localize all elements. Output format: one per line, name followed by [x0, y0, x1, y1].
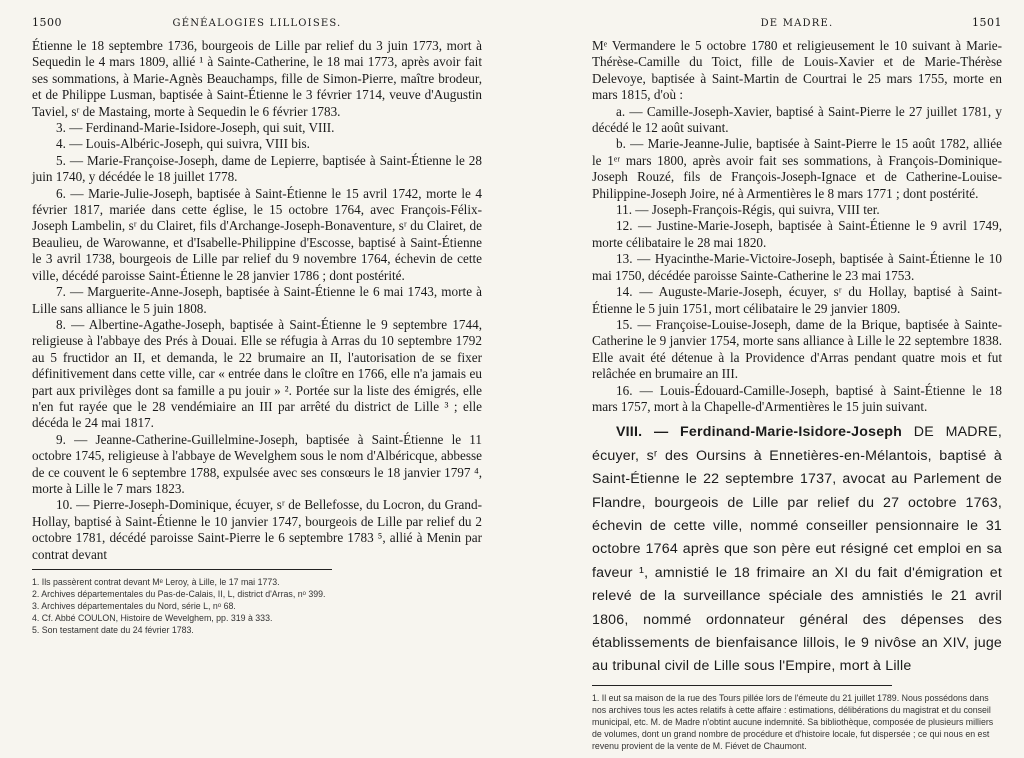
left-paragraph: 3. — Ferdinand-Marie-Isidore-Joseph, qui suit, VIII. [56, 120, 335, 136]
left-body [32, 38, 482, 563]
footnote: 3. Archives départementales du Nord, série L, nᵒ 68. [32, 601, 236, 611]
right-page [500, 0, 1024, 758]
left-paragraph: 8. — Albertine-Agathe-Joseph, baptisée à Saint-Étienne le 9 septembre 1744, religieuse à l'abbaye des Prés à Douai. Elle se réfugia à Arras du 10 septembre 1792 au 5 fructidor an II, et demanda, le 22 brumaire an II, l'autorisation de se fixer définitivement dans cette ville, car « entrée dans le cloître en 1766, elle n'a jamais eu part aux privilèges dont sa famille a pu jouir » ². Portée sur la liste des émigrés, elle n'en fut rayée que le 28 vendémiaire an III par arrêté du district de Lille ³ ; elle décéda le 24 mai 1817. [32, 316, 482, 431]
right-paragraph: 16. — Louis-Édouard-Camille-Joseph, baptisé à Saint-Étienne le 18 mars 1757, mort à la Chapelle-d'Armentières le 15 juin suivant. [592, 382, 1002, 414]
left-paragraph: Étienne le 18 septembre 1736, bourgeois de Lille par relief du 3 juin 1773, mort à Sequedin le 4 mars 1809, allié ¹ à Sainte-Catherine, le 18 mai 1773, après avoir fait ses sommations, à Marie-Agnès Beauchamps, fille de Simon-Pierre, maître brodeur, et de Philippe Lusman, baptisée à Saint-Étienne le 3 février 1714, veuve d'Augustin Taviel, sʳ de Mastaing, morte à Sequedin le 6 février 1783. [32, 38, 482, 119]
left-paragraph: 7. — Marguerite-Anne-Joseph, baptisée à Saint-Étienne le 6 mai 1743, morte à Lille sans alliance le 5 juin 1808. [32, 284, 482, 316]
footnote: 1. Il eut sa maison de la rue des Tours pillée lors de l'émeute du 21 juillet 1789. Nous possédons dans nos archives tous les actes relatifs à cette affaire : estimations, délibérations du magistrat et du conseil municipal, etc. M. de Madre n'obtint aucune indemnité. Sa bibliothèque, composée de plusieurs milliers de volumes, dont un grand nombre de procédure et d'histoire locale, fut dispersée ; ce qui nous en est revenu provient de la vente de M. Fiévet de Chaumont. [592, 692, 994, 751]
right-paragraph: a. — Camille-Joseph-Xavier, baptisé à Saint-Pierre le 27 juillet 1781, y décédé le 12 août suivant. [592, 103, 1002, 136]
right-header [592, 16, 1002, 38]
left-paragraph: 10. — Pierre-Joseph-Dominique, écuyer, sʳ de Bellefosse, du Locron, du Grand-Hollay, baptisé à Saint-Étienne le 10 janvier 1747, bourgeois de Lille par relief du 2 octobre 1781, décédé paroisse Saint-Pierre le 6 septembre 1783 ⁵, allié à Menin par contrat devant [32, 497, 482, 562]
section-viii [592, 421, 1002, 678]
right-running-title: DE MADRE. [760, 18, 834, 29]
section-text: , écuyer, sʳ des Oursins à Ennetières-en-Mélantois, baptisé à Saint-Étienne le 22 septembre 1737, avocat au Parlement de Flandre, bourgeois de Lille par relief du 27 octobre 1763, échevin de cette ville, nommé conseiller pensionnaire le 31 octobre 1764 après que son père eut résigné cet emploi en sa faveur ¹, amnistié le 18 frimaire an XI du fait d'émigration et relevé de la surveillance spéciale des amnistiés le 21 avril 1806, nommé ordonnateur général des dépenses des établissements de bienfaisance lillois, le 9 nivôse an XIV, juge au tribunal civil de Lille sous l'Empire, mort à Lille [592, 424, 1002, 675]
right-body [592, 38, 1002, 415]
right-footnotes [592, 692, 1002, 752]
section-heading: VIII. — Ferdinand-Marie-Isidore-Joseph [616, 424, 903, 441]
right-paragraph: 11. — Joseph-François-Régis, qui suivra, VIII ter. [616, 202, 880, 218]
left-page [0, 0, 500, 758]
left-running-title: GÉNÉALOGIES LILLOISES. [172, 18, 342, 29]
left-paragraph: 9. — Jeanne-Catherine-Guillelmine-Joseph, baptisée à Saint-Étienne le 11 octobre 1745, religieuse à l'abbaye de Wevelghem sous le nom d'Albéricque, abbesse de ce couvent le 6 septembre 1788, expulsée avec ses consœurs le 18 janvier 1797 ⁴, morte à Lille le 7 mars 1823. [32, 431, 482, 496]
right-footnote-rule [592, 685, 892, 686]
right-page-number: 1501 [971, 16, 1002, 29]
section-name: DE MADRE [913, 424, 998, 441]
right-paragraph: 14. — Auguste-Marie-Joseph, écuyer, sʳ du Hollay, baptisé à Saint-Étienne le 5 juin 1751, mort célibataire le 29 janvier 1809. [592, 284, 1002, 316]
right-paragraph: 12. — Justine-Marie-Joseph, baptisée à Saint-Étienne le 9 avril 1749, morte célibataire le 28 mai 1820. [592, 218, 1002, 250]
left-header [32, 16, 482, 38]
left-paragraph: 6. — Marie-Julie-Joseph, baptisée à Saint-Étienne le 15 avril 1742, morte le 4 février 1817, mariée dans cette église, le 15 octobre 1764, avec François-Félix-Joseph Lambelin, sʳ du Clairet, fils d'Archange-Joseph-Bonaventure, sʳ du Clairet, de Beaulieu, de Warowanne, et d'Isabelle-Philippine d'Escosse, baptisé à Saint-Étienne le 3 avril 1738, bourgeois de Lille par relief du 9 novembre 1764, échevin de cette ville, décédé paroisse Saint-Étienne le 28 janvier 1786 ; dont postérité. [32, 185, 482, 283]
footnote: 4. Cf. Abbé COULON, Histoire de Wevelghem, pp. 319 à 333. [32, 613, 273, 623]
right-paragraph: 15. — Françoise-Louise-Joseph, dame de la Brique, baptisée à Sainte-Catherine le 9 janvier 1754, morte sans alliance à Lille le 22 septembre 1838. Elle avait été détenue à la Providence d'Arras pendant quatre mois et fut relâchée en brumaire an III. [592, 316, 1002, 382]
right-paragraph: Mᵉ Vermandere le 5 octobre 1780 et religieusement le 10 suivant à Marie-Thérèse-Camille du Toict, fille de Louis-Xavier et de Marie-Thérèse Delevoye, baptisée à Saint-Martin de Courtrai le 25 mars 1755, morte en mars 1815, d'où : [592, 38, 1002, 103]
left-footnotes [32, 576, 482, 636]
left-footnote-rule [32, 569, 332, 570]
left-paragraph: 5. — Marie-Françoise-Joseph, dame de Lepierre, baptisée à Saint-Étienne le 28 juin 1740, y décédée le 18 juillet 1778. [32, 152, 482, 185]
footnote: 1. Ils passèrent contrat devant Mᵉ Leroy, à Lille, le 17 mai 1773. [32, 577, 280, 587]
footnote: 5. Son testament date du 24 février 1783. [32, 625, 194, 635]
right-paragraph: 13. — Hyacinthe-Marie-Victoire-Joseph, baptisée à Saint-Étienne le 10 mai 1750, décédée paroisse Sainte-Catherine le 23 mai 1753. [592, 251, 1002, 283]
footnote: 2. Archives départementales du Pas-de-Calais, II, L, district d'Arras, nᵒ 399. [32, 589, 326, 599]
right-paragraph: b. — Marie-Jeanne-Julie, baptisée à Saint-Pierre le 15 août 1782, alliée le 1ᵉʳ mars 1800, après avoir fait ses sommations, à François-Dominique-Joseph Rouzé, fils de François-Joseph-Ignace et de Catherine-Louise-Philippine-Joseph Joire, né à Armentières le 8 mars 1771 ; dont postérité. [592, 136, 1002, 201]
left-page-number: 1500 [32, 16, 62, 29]
left-paragraph: 4. — Louis-Albéric-Joseph, qui suivra, VIII bis. [56, 136, 310, 152]
